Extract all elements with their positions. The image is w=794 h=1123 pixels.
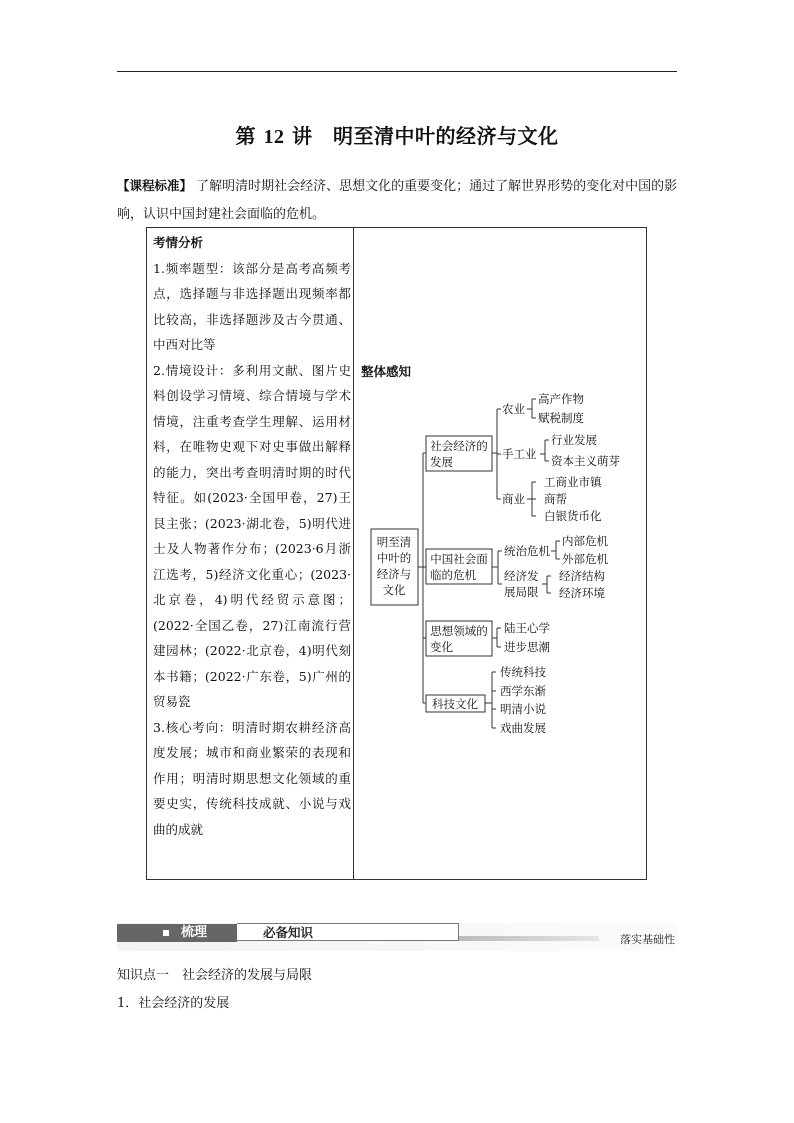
item-drama-development: 戏曲发展 [500, 721, 546, 735]
mindmap-root-line2: 中叶的 [376, 551, 412, 565]
course-standard-label: 【课程标准】 [117, 178, 193, 193]
economic-limits-bracket [542, 576, 551, 593]
branch-science-bracket [485, 672, 496, 728]
mindmap [147, 228, 646, 879]
page-title: 第 12 讲 明至清中叶的经济与文化 [235, 124, 559, 148]
branch-crisis-line1: 中国社会面 [430, 552, 488, 566]
node-economic-limits-line2: 展局限 [504, 585, 539, 599]
mindmap-heading: 整体感知 [361, 364, 412, 379]
item-silver-currency: 白银货币化 [544, 509, 602, 523]
analysis-context: 2.情境设计：多利用文献、图片史料创设学习情境、综合情境与学术情境，注重考查学生理解、运用材料，在唯物史观下对史事做出解释的能力，突出考查明清时期的时代特征。如(2023·全国甲卷，27)王艮主张；(2023·湖北卷，5)明代进士及人物著作分布；(2023·6月浙江选考，5)经济文化重心；(2023·北京卷，4)明代经贸示意图；(2022·全国乙卷，27)江南流行营建园林；(2022·北京卷，4)明代刻本书籍；(2022·广东卷，5)广州的贸易瓷 [153, 362, 351, 709]
branch-crisis-line2: 临的危机 [430, 568, 476, 582]
header-rule [117, 71, 677, 72]
mindmap-root-line3: 经济与 [376, 567, 412, 581]
mindmap-root-bracket [418, 453, 426, 703]
banner-dark-block [117, 924, 237, 942]
node-rule-crisis: 统治危机 [504, 544, 550, 558]
rule-crisis-bracket [551, 541, 560, 559]
branch-thought-line2: 变化 [430, 640, 453, 654]
node-economic-limits-line1: 经济发 [504, 569, 539, 583]
branch-economy-line1: 社会经济的 [430, 439, 488, 453]
item-economic-environment: 经济环境 [559, 586, 605, 600]
item-western-learning: 西学东渐 [500, 684, 546, 698]
handicraft-bracket [540, 440, 549, 461]
item-capitalism-sprouts: 资本主义萌芽 [551, 454, 620, 468]
analysis-core: 3.核心考向：明清时期农耕经济高度发展；城市和商业繁荣的表现和作用；明清时期思想文化领域的重要史实，传统科技成就、小说与戏曲的成就 [153, 719, 351, 837]
node-agriculture: 农业 [502, 402, 525, 416]
branch-thought-line1: 思想领域的 [430, 624, 488, 638]
mindmap-root-line4: 文化 [382, 583, 406, 597]
banner-square-icon [163, 930, 169, 936]
course-standard-text: 了解明清时期社会经济、思想文化的重要变化；通过了解世界形势的变化对中国的影响，认识中国封建社会面临的危机。 [117, 179, 678, 222]
banner-right-label: 落实基础性 [620, 933, 675, 946]
banner-left-label: 梳理 [181, 925, 208, 940]
course-standard [117, 172, 680, 229]
branch-thought-bracket [492, 628, 501, 647]
commerce-bracket [527, 482, 536, 516]
agriculture-bracket [527, 399, 536, 418]
branch-crisis-bracket [492, 551, 502, 584]
banner-middle-label: 必备知识 [263, 925, 314, 940]
node-commerce: 商业 [502, 492, 525, 506]
item-merchant-groups: 商帮 [544, 492, 567, 506]
analysis-frequency: 1.频率题型：该部分是高考高频考点，选择题与非选择题出现频率都比较高，非选择题涉及古今贯通、中西对比等 [153, 260, 351, 352]
item-market-towns: 工商业市镇 [544, 475, 602, 489]
branch-economy-line2: 发展 [430, 455, 453, 469]
item-external-crisis: 外部危机 [562, 552, 608, 566]
banner-strip [459, 936, 599, 941]
item-traditional-science: 传统科技 [500, 665, 546, 679]
node-handicraft: 手工业 [502, 447, 537, 461]
branch-science-label: 科技文化 [432, 697, 478, 711]
item-lu-wang-school: 陆王心学 [504, 621, 550, 635]
item-industry-development: 行业发展 [551, 433, 597, 447]
section-heading: 1．社会经济的发展 [117, 996, 230, 1011]
overview-table [146, 227, 647, 880]
item-progressive-thought: 进步思潮 [504, 640, 550, 654]
item-high-yield-crops: 高产作物 [538, 392, 584, 406]
item-ming-qing-novels: 明清小说 [500, 702, 546, 716]
exam-analysis-heading: 考情分析 [153, 235, 204, 250]
item-economic-structure: 经济结构 [559, 569, 605, 583]
item-internal-crisis: 内部危机 [562, 534, 608, 548]
item-tax-system: 赋税制度 [538, 411, 584, 425]
knowledge-point-heading: 知识点一 社会经济的发展与局限 [117, 968, 313, 983]
section-banner [117, 919, 677, 951]
branch-economy-bracket [492, 409, 501, 499]
mindmap-root-line1: 明至清 [376, 535, 412, 549]
